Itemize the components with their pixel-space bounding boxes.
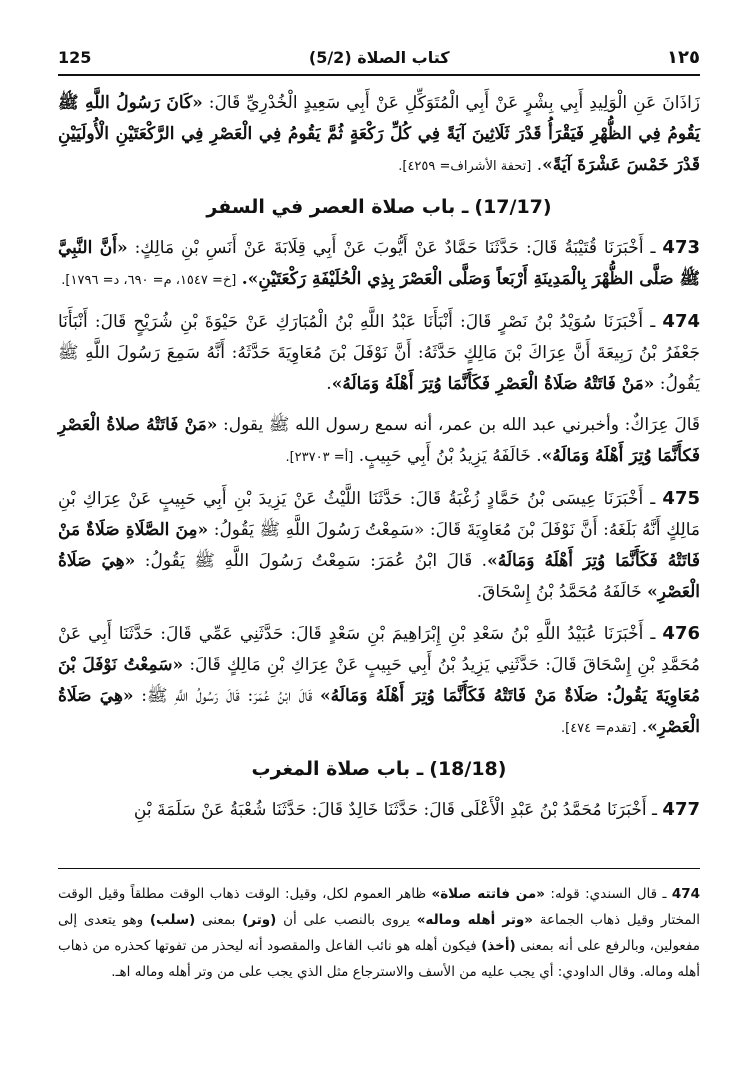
hadith-number: 475 — [662, 488, 700, 509]
chapter-number: (18/18) — [429, 758, 507, 780]
page-number-latin: 125 — [58, 47, 92, 67]
hadith-opening: ـ أَخْبَرَنَا — [603, 489, 656, 509]
hadith-matn: «مَنْ فَاتَتْهُ صلاةُ الْعَصْرِ فَكأَنَّمَا وُتِرَ أَهْلَهُ وَمَالَهُ» — [58, 415, 700, 466]
hadith-476 — [58, 618, 700, 744]
hadith-continuation — [58, 88, 700, 182]
footnote-number: 474 — [671, 886, 701, 902]
hadith-477 — [58, 794, 700, 826]
quoted-term: (سلب) — [149, 912, 196, 928]
reference: [تقدم= ٤٧٤]. — [560, 721, 637, 736]
reference: [أ= ٢٣٧٠٣]. — [285, 450, 354, 465]
hadith-number: 477 — [662, 799, 700, 820]
hadith-opening: ـ أَخْبَرَنَا — [606, 800, 658, 820]
hadith-matn: «كَانَ رَسُولُ اللَّهِ ﷺ يَقُومُ فِي الظُّهْرِ فَيَقْرَأُ قَدْرَ ثَلَاثِينَ آيَةً فِي كُلِّ رَكْعَةٍ ثُمَّ يَقُومُ فِي الْعَصْرِ فِي الرَّكْعَتَيْنِ الْأُولَيَيْنِ قَدْرَ خَمْسَ عَشْرَةَ آيَةً» — [58, 93, 700, 175]
hadith-number: 476 — [662, 623, 700, 644]
text-span: ظاهر العموم لكل، وقيل: الوقت ذهاب الوقت مطلقاً وقيل الوقت المختار وقيل ذهاب الجماعة — [58, 886, 700, 928]
text-span: وهو يتعدى إلى مفعولين، وبالرفع على أنه بمعنى — [58, 912, 700, 954]
text-span: قُتَيْبَةُ قَالَ: حَدَّثَنَا حَمَّادٌ عَنْ أَيُّوبَ عَنْ أَبِي قِلَابَةَ عَنْ أَنَسِ بْنِ مَالِكٍ: — [127, 238, 604, 258]
text-span: . خَالَفَهُ يَزِيدُ بْنُ أَبِي حَبِيبٍ. — [353, 446, 542, 466]
text-span: يروى بالنصب على أن — [276, 912, 417, 928]
hadith-matn: «هِيَ صَلَاةُ الْعَصْرِ» — [58, 551, 700, 602]
text-span: بمعنى — [195, 912, 243, 928]
hadith-474 — [58, 306, 700, 400]
quoted-term: «من فاتته صلاة» — [431, 886, 545, 902]
book-title: (5/2) كتاب الصلاة — [308, 47, 450, 67]
hadith-opening: ـ أَخْبَرَنَا — [603, 624, 656, 644]
page-header — [58, 40, 700, 76]
reference: [تحفة الأشراف= ٤٢٥٩]. — [398, 159, 532, 174]
text-span: قَالَ ابْنُ عُمَرَ: قَالَ رَسُولُ اللَّهِ ﷺ: — [133, 686, 321, 706]
hadith-matn: «سَمِعْتُ نَوْفَلَ بْنَ مُعَاوِيَةَ يَقُولُ: صَلَاةٌ مَنْ فَاتَتْهُ فَكَأَنَّمَا وُتِرَ أَهْلَهُ وَمَالَهُ» — [58, 655, 700, 706]
text-span: فيكون أهله هو نائب الفاعل والمقصود أنه ليحذر من تفوتها كحذره من ذهاب أهله وماله. وقال الداودي: أي يجب عليه من الأسف والاسترجاع مثل الذي يجب على من وتر أهله وماله اهـ. — [58, 938, 700, 980]
chapter-title: ـ باب صلاة العصر في السفر — [206, 196, 469, 218]
main-text — [58, 88, 700, 836]
chapter-heading-18 — [58, 754, 700, 784]
text-span: ـ قال السندي: قوله: — [545, 886, 672, 902]
quoted-term: (أخذ) — [481, 938, 516, 954]
text-span: خَالَفَهُ مُحَمَّدُ بْنُ إِسْحَاقَ. — [476, 582, 648, 602]
quoted-term: «وتر أهله وماله» — [416, 912, 534, 928]
text-span: . قَالَ ابْنُ عُمَرَ: سَمِعْتُ رَسُولَ اللَّهِ ﷺ يَقُولُ: — [135, 551, 488, 571]
text-span: . — [636, 717, 648, 737]
hadith-473 — [58, 232, 700, 296]
hadith-475 — [58, 483, 700, 608]
chapter-number: (17/17) — [474, 196, 552, 218]
hadith-474-continuation — [58, 410, 700, 473]
text-span: سُوَيْدُ بْنُ نَصْرٍ قَالَ: أَنْبَأَنَا عَبْدُ اللَّهِ بْنُ الْمُبَارَكِ عَنْ حَيْوَةَ بْنِ شُرَيْحٍ قَالَ: أَنْبَأَنَا جَعْفَرُ بْنُ رَبِيعَةَ أَنَّ عِرَاكَ بْنَ مَالِكٍ حَدَّثَهُ: أَنَّ نَوْفَلَ بْنَ مُعَاوِيَةَ حَدَّثَهُ: أَنَّهُ سَمِعَ رَسُولَ اللَّهِ ﷺ يَقُولُ: — [58, 312, 700, 394]
chapter-heading-17 — [58, 192, 700, 222]
text-span: عِيسَى بْنُ حَمَّادٍ زُغْبَةُ قَالَ: حَدَّثَنَا اللَّيْثُ عَنْ يَزِيدَ بْنِ أَبِي حَبِيبٍ عَنْ عِرَاكِ بْنِ مَالِكٍ أَنَّهُ بَلَغَهُ: أَنَّ نَوْفَلَ بْنَ مُعَاوِيَةَ قَالَ: «سَمِعْتُ رَسُولَ اللَّهِ ﷺ يَقُولُ: — [58, 489, 700, 540]
text-span: . — [326, 374, 332, 394]
page-number-arabic: ١٢٥ — [667, 46, 700, 68]
text-span: . — [531, 155, 543, 175]
chapter-title: ـ باب صلاة المغرب — [251, 758, 424, 780]
hadith-matn: «مِنَ الصَّلَاةِ صَلَاةٌ مَنْ فَاتَتْهُ فَكَأَنَّمَا وُتِرَ أَهْلَهُ وَمَالَهُ» — [58, 520, 700, 571]
reference: [خ= ١٥٤٧، م= ٦٩٠، د= ١٧٩٦]. — [61, 273, 237, 288]
footnote — [58, 868, 700, 985]
hadith-number: 473 — [662, 237, 700, 258]
hadith-matn: «أَنَّ النَّبِيَّ ﷺ — [58, 238, 700, 289]
quoted-term: (وتر) — [242, 912, 277, 928]
hadith-opening: ـ أَخْبَرَنَا — [603, 312, 656, 332]
hadith-number: 474 — [662, 311, 700, 332]
hadith-matn: «مَنْ فَاتَتْهُ صَلَاةُ الْعَصْرِ فَكَأَنَّمَا وُتِرَ أَهْلَهُ وَمَالَهُ» — [331, 374, 655, 394]
text-span: زَاذَانَ عَنِ الْوَلِيدِ أَبِي بِشْرٍ عَنْ أَبِي الْمُتَوَكِّلِ عَنْ أَبِي سَعِيدٍ الْخُدْرِيِّ قَالَ: — [202, 93, 700, 113]
hadith-matn: «هِيَ صَلَاةُ الْعَصْرِ» — [58, 686, 700, 737]
hadith-matn: صَلَّى الظُّهْرَ بِالْمَدِينَةِ أَرْبَعاً وَصَلَّى الْعَصْرَ بِذِي الْحُلَيْفَةِ رَكْعَتَيْنِ». — [241, 269, 680, 289]
text-span: عُبَيْدُ اللَّهِ بْنُ سَعْدِ بْنِ إِبْرَاهِيمَ بْنِ سَعْدٍ قَالَ: حَدَّثَنِي عَمِّي قَالَ: حَدَّثَنَا أَبِي عَنْ مُحَمَّدِ بْنِ إِسْحَاقَ قَالَ: حَدَّثَنِي يَزِيدُ بْنُ أَبِي حَبِيبٍ عَنْ عِرَاكِ بْنِ مَالِكٍ قَالَ: — [58, 624, 700, 675]
hadith-opening: ـ أَخْبَرَنَا — [603, 238, 656, 258]
text-span: قَالَ عِرَاكٌ: وأخبرني عبد الله بن عمر، أنه سمع رسول الله ﷺ يقول: — [217, 415, 700, 435]
text-span: مُحَمَّدُ بْنُ عَبْدِ الْأَعْلَى قَالَ: حَدَّثَنَا خَالِدٌ قَالَ: حَدَّثَنَا شُعْبَةُ عَنْ سَلَمَةَ بْنِ — [133, 800, 607, 820]
